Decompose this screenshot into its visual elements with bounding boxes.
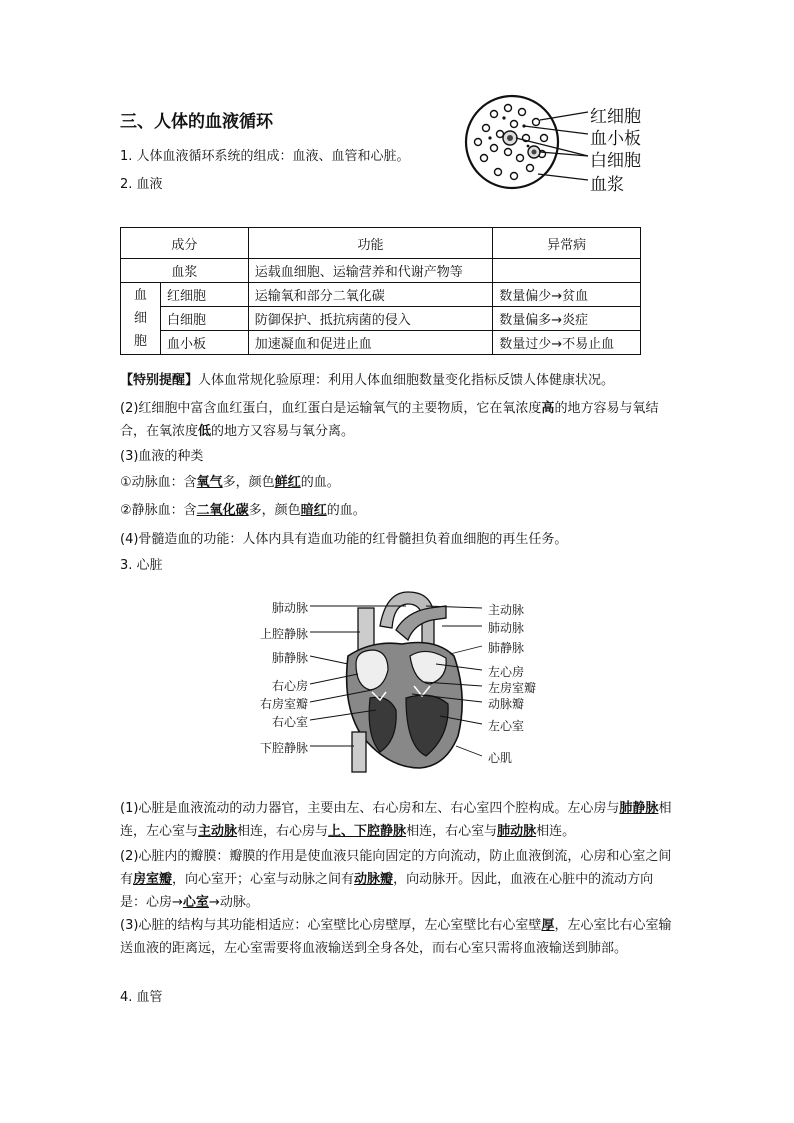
text: 相连，右心室与	[406, 824, 498, 839]
cell-name: 白细胞	[160, 307, 248, 331]
answer: 心室	[182, 895, 209, 910]
paragraph-3-title: (3)血液的种类	[120, 449, 204, 464]
label-aorta: 主动脉	[488, 603, 525, 617]
header-disease: 异常病	[493, 228, 641, 259]
keyword: 高	[541, 401, 555, 416]
answer: 氧气	[196, 475, 223, 490]
label-white-blood-cell: 白细胞	[590, 151, 641, 171]
cell-blood-cells-group	[121, 283, 161, 355]
arterial-blood-line	[120, 474, 340, 492]
text: (2)红细胞中富含血红蛋白，血红蛋白是运输氧气的主要物质，它在氧浓度	[120, 401, 542, 416]
answer: 二氧化碳	[196, 503, 249, 518]
heart-paragraph-3	[120, 914, 676, 960]
table-row	[121, 283, 641, 307]
label-plasma: 血浆	[590, 175, 624, 195]
label-right-atrium: 右心房	[271, 679, 308, 693]
answer: 暗红	[300, 503, 327, 518]
label-right-ventricle: 右心室	[271, 715, 308, 729]
table-row	[121, 331, 641, 355]
text: 的血。	[326, 503, 366, 518]
cell-disease: 数量偏少→贫血	[493, 283, 641, 307]
text: ，左心室比右心室输送血液的距离远，左心室需要将血液输送到全身各处，而右心室只需将血液输送到肺部。	[120, 918, 672, 956]
answer: 主动脉	[198, 824, 238, 839]
section-title: 三、人体的血液循环	[120, 112, 273, 132]
label-myocardium: 心肌	[488, 751, 513, 765]
paragraph-2	[120, 397, 676, 443]
answer: 房室瓣	[133, 872, 173, 887]
text: ②静脉血：含	[120, 503, 197, 518]
cell-disease: 数量过少→不易止血	[493, 331, 641, 355]
text: 的血。	[300, 475, 340, 490]
header-function: 功能	[248, 228, 492, 259]
label-pulmonary-artery-right: 肺动脉	[488, 621, 525, 635]
heart-paragraph-1	[120, 797, 676, 843]
table-row	[121, 307, 641, 331]
paragraph-4: (4)骨髓造血的功能：人体内具有造血功能的红骨髓担负着血细胞的再生任务。	[120, 532, 568, 547]
special-note-tag: 【特别提醒】	[120, 373, 199, 388]
text: 的地方又容易与氧分离。	[211, 424, 355, 439]
answer: 上、下腔静脉	[328, 824, 407, 839]
blood-components-table	[120, 227, 641, 355]
label-left-atrium: 左心房	[488, 665, 525, 679]
label-pulmonary-vein-left: 肺静脉	[271, 651, 308, 665]
text: 多，颜色	[222, 475, 275, 490]
header-component: 成分	[121, 228, 249, 259]
text: 相连，左心室与	[120, 801, 672, 839]
label-left-ventricle: 左心室	[488, 719, 525, 733]
item-4-heading: 4. 血管	[120, 990, 163, 1005]
text: ，向动脉开。因此，血液在心脏中的流动方向是：心房→	[120, 872, 654, 910]
text: ，向心室开；心室与动脉之间有	[172, 872, 355, 887]
keyword: 低	[198, 424, 212, 439]
item-3-heading: 3. 心脏	[120, 558, 163, 573]
group-char: 细	[133, 311, 147, 326]
cell-function: 运输氧和部分二氧化碳	[248, 283, 492, 307]
text: (2)心脏内的瓣膜：瓣膜的作用是使血液只能向固定的方向流动，防止血液倒流，心房和心室之间有	[120, 849, 672, 887]
label-tricuspid-valve: 右房室瓣	[259, 697, 308, 711]
special-note	[120, 372, 614, 390]
text: 多，颜色	[248, 503, 301, 518]
answer: 厚	[541, 918, 555, 933]
group-char: 胞	[133, 334, 147, 349]
text: (1)心脏是血液流动的动力器官，主要由左、右心房和左、右心室四个腔构成。左心房与	[120, 801, 620, 816]
text: ①动脉血：含	[120, 475, 197, 490]
label-pulmonary-vein-right: 肺静脉	[488, 641, 525, 655]
cell-plasma-name: 血浆	[121, 259, 249, 283]
cell-disease: 数量偏多→炎症	[493, 307, 641, 331]
blood-smear-figure	[464, 94, 664, 194]
heart-figure	[236, 586, 566, 778]
answer: 肺动脉	[497, 824, 537, 839]
label-arterial-valve: 动脉瓣	[488, 697, 525, 711]
text: →动脉。	[208, 895, 259, 910]
label-red-blood-cell: 红细胞	[590, 107, 641, 127]
answer: 动脉瓣	[354, 872, 394, 887]
cell-name: 红细胞	[160, 283, 248, 307]
table-header-row	[121, 228, 641, 259]
label-mitral-valve: 左房室瓣	[488, 681, 537, 695]
answer: 肺静脉	[619, 801, 659, 816]
group-char: 血	[133, 288, 147, 303]
cell-plasma-function: 运载血细胞、运输营养和代谢产物等	[248, 259, 492, 283]
cell-plasma-disease	[493, 259, 641, 283]
text: 的地方容易与氧结合，在氧浓度	[120, 401, 659, 439]
answer: 鲜红	[274, 475, 301, 490]
item-2-heading: 2. 血液	[120, 177, 163, 192]
venous-blood-line	[120, 502, 366, 520]
special-note-text: 人体血常规化验原理：利用人体血细胞数量变化指标反馈人体健康状况。	[198, 373, 615, 388]
cell-function: 加速凝血和促进止血	[248, 331, 492, 355]
cell-name: 血小板	[160, 331, 248, 355]
label-inferior-vena-cava: 下腔静脉	[259, 741, 308, 755]
table-row	[121, 259, 641, 283]
item-1: 1. 人体血液循环系统的组成：血液、血管和心脏。	[120, 149, 410, 164]
label-superior-vena-cava: 上腔静脉	[259, 627, 308, 641]
label-platelet: 血小板	[590, 129, 641, 149]
text: (3)心脏的结构与其功能相适应：心室壁比心房壁厚，左心室壁比右心室壁	[120, 918, 542, 933]
text: 相连。	[536, 824, 576, 839]
label-pulmonary-artery-left: 肺动脉	[271, 601, 308, 615]
cell-function: 防御保护、抵抗病菌的侵入	[248, 307, 492, 331]
heart-paragraph-2	[120, 845, 676, 914]
text: 相连，右心房与	[237, 824, 329, 839]
